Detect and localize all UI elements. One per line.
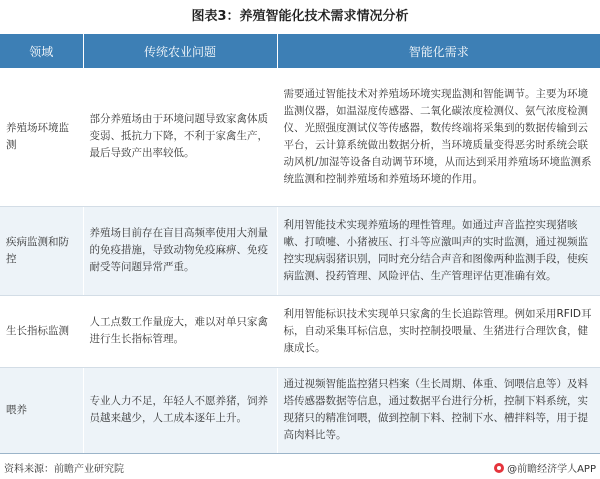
row-problem: 养殖场目前存在盲目高频率使用大剂量的免疫措施，导致动物免疫麻痹、免疫耐受等问题异常严重。 [83,206,277,295]
app-credit-label: @前瞻经济学人APP [507,464,596,475]
header-problem: 传统农业问题 [83,34,277,68]
row-problem: 专业人力不足，年轻人不愿养猪，饲养员越来越少，人工成本逐年上升。 [83,367,277,453]
row-need: 利用智能标识技术实现单只家禽的生长追踪管理。例如采用RFID耳标，自动采集耳标信息，实时控制投喂量、生猪进行合理饮食，健康成长。 [277,295,600,367]
source-note: 资料来源：前瞻产业研究院 [4,464,124,475]
header-need: 智能化需求 [277,34,600,68]
row-problem: 人工点数工作量庞大，难以对单只家禽进行生长指标管理。 [83,295,277,367]
table-row [0,367,600,453]
app-credit [494,460,596,475]
row-need: 需要通过智能技术对养殖场环境实现监测和智能调节。主要为环境监测仪器，如温湿度传感器、二氧化碳浓度检测仪、氨气浓度检测仪、光照强度测试仪等传感器，数传终端将采集到的数据传输到云平台，云计算系统做出数据分析，当环境质量变得恶劣时系统会联动风机/加湿等设备自动调节环境，从而达到采用养殖场环境监测系统监测和控制养殖场和养殖场环境的作用。 [277,68,600,206]
row-domain: 喂养 [0,367,83,453]
table-row [0,295,600,367]
table-row [0,68,600,206]
analysis-table [0,34,600,454]
header-domain: 领域 [0,34,83,68]
footer [0,453,600,479]
row-need: 通过视频智能监控猪只档案（生长周期、体重、饲喂信息等）及料塔传感器数据等信息，通过数据平台进行分析，控制下料系统，实现猪只的精准饲喂，做到控制下料、控制下水、槽拌料等，用于提高肉料比等。 [277,367,600,453]
table-row [0,206,600,295]
chart-title: 图表3：养殖智能化技术需求情况分析 [191,9,409,24]
row-problem: 部分养殖场由于环境问题导致家禽体质变弱、抵抗力下降，不利于家禽生产，最后导致产出率较低。 [83,68,277,206]
qianzhan-logo-icon [494,463,504,473]
row-domain: 养殖场环境监测 [0,68,83,206]
row-domain: 疾病监测和防控 [0,206,83,295]
table-header-row [0,34,600,68]
row-domain: 生长指标监测 [0,295,83,367]
row-need: 利用智能技术实现养殖场的理性管理。如通过声音监控实现猪咳嗽、打喷嚏、小猪被压、打斗等应激叫声的实时监测，通过视频监控实现病弱猪识别，同时充分结合声音和图像两种监测手段，使疾病监测、投药管理、风险评估、生产管理评估更准确有效。 [277,206,600,295]
